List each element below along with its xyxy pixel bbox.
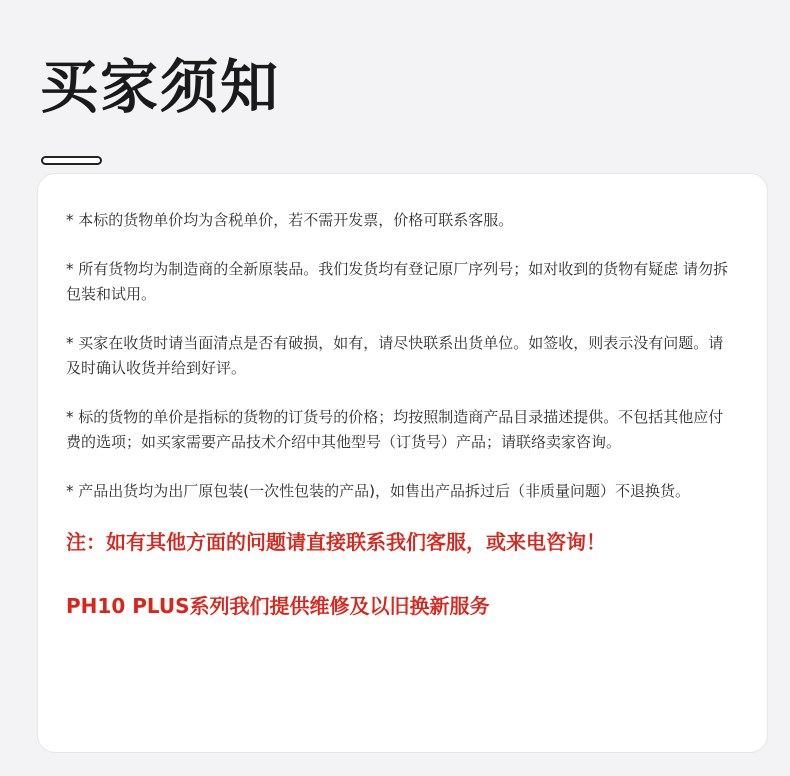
service-note: PH10 PLUS系列我们提供维修及以旧换新服务 [66,594,490,618]
notice-item-tax-price: * 本标的货物单价均为含税单价，若不需开发票，价格可联系客服。 [66,211,514,229]
page-title: 买家须知 [40,53,281,121]
notice-item-genuine-goods: * 所有货物均为制造商的全新原装品。我们发货均有登记原厂序列号；如对收到的货物有疑虑 请勿拆包装和试用。 [66,260,729,303]
title-underline-decoration [41,156,102,165]
notice-item-return-policy: * 产品出货均为出厂原包装(一次性包装的产品)，如售出产品拆过后（非质量问题）不退换货。 [66,482,690,500]
notice-item-order-number-price: * 标的货物的单价是指标的货物的订货号的价格；均按照制造商产品目录描述提供。不包括其他应付费的选项；如买家需要产品技术介绍中其他型号（订货号）产品；请联络卖家咨询。 [66,408,724,451]
contact-note: 注：如有其他方面的问题请直接联系我们客服，或来电咨询！ [66,530,606,554]
notice-card [37,173,768,753]
notice-list [66,208,736,620]
notice-item-receipt-check: * 买家在收货时请当面清点是否有破损，如有，请尽快联系出货单位。如签收，则表示没有问题。请及时确认收货并给到好评。 [66,334,724,377]
